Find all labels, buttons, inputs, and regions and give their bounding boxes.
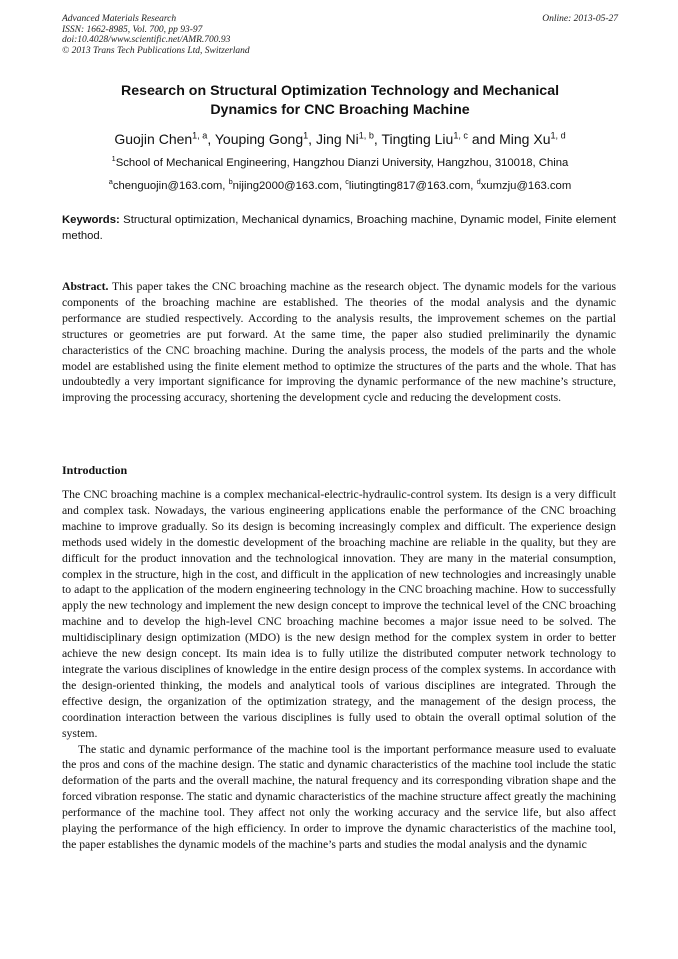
author-separator: ,	[308, 131, 316, 147]
author-name: Jing Ni	[315, 131, 359, 147]
author-name: Youping Gong	[214, 131, 304, 147]
introduction-body	[62, 487, 616, 853]
introduction-paragraph-1: The CNC broaching machine is a complex mechanical-electric-hydraulic-control system. Its design is a very difficult and complex task. Nowadays, the various engineering applications enable the performance of the CNC broaching machine to improve gradually. So its design is becoming increasingly complex and difficult. The experience design methods used widely in the domestic development of the broaching machine are reliable in the quality, but they are difficult for the product innovation and the technological innovation. They are many in the material consumption, complex in the structure, high in the cost, and difficult in the application of new technologies and increasingly unable to adapt to the application of the modern engineering technology in the CNC broaching machine. How to successfully apply the new technology and implement the new design concept to improve the technical level of the CNC broaching machine and to develop the high-level CNC broaching machine becomes a major issue need to be solved. The multidisciplinary design optimization (MDO) is the new design method for the complex system in order to better achieve the new design concept. Its main idea is to fully utilize the distributed computer network technology to integrate the various disciplines of knowledge in the entire design process of the complex systems. In accordance with the design-oriented thinking, the models and analytical tools of various disciplines are integrated. Through the effective design, the organization of the optimization strategy, and the management of the design process, the coordination interaction between the various disciplines is fully used to obtain the overall optimal solution of the system.	[62, 488, 616, 740]
author-sup: 1	[303, 130, 309, 141]
email-link[interactable]: nijing2000@163.com	[232, 180, 339, 192]
author-sup: 1, b	[358, 130, 374, 141]
abstract	[62, 279, 616, 406]
title-line-1: Research on Structural Optimization Technology and Mechanical	[120, 83, 560, 99]
email-link[interactable]: liutingting817@163.com	[348, 180, 471, 192]
author-sup: 1, a	[192, 130, 208, 141]
keywords-text: Structural optimization, Mechanical dynamics, Broaching machine, Dynamic model, Finite element method.	[62, 214, 616, 242]
author-separator: ,	[373, 131, 382, 147]
email-sup: d	[476, 177, 481, 187]
email-link[interactable]: chenguojin@163.com	[112, 180, 223, 192]
email-sup: a	[108, 177, 113, 187]
copyright-line: © 2013 Trans Tech Publications Ltd, Switzerland	[62, 45, 250, 56]
author-name: Guojin Chen	[114, 131, 193, 147]
author-separator: ,	[207, 131, 215, 147]
keywords-label: Keywords:	[62, 214, 120, 226]
paper-title	[62, 82, 618, 120]
author-name: Tingting Liu	[381, 131, 454, 147]
email-sup: c	[345, 177, 349, 187]
author-and: and	[467, 131, 500, 147]
title-line-2: Dynamics for CNC Broaching Machine	[210, 102, 470, 118]
affiliation-sup: 1	[111, 154, 116, 164]
section-heading-introduction: Introduction	[62, 463, 128, 477]
issn-line: ISSN: 1662-8985, Vol. 700, pp 93-97	[62, 24, 203, 35]
abstract-label: Abstract.	[62, 280, 109, 293]
doi-line: doi:10.4028/www.scientific.net/AMR.700.93	[62, 35, 231, 45]
email-sup: b	[228, 177, 233, 187]
email-list: $^a$chenguojin@163.com, $^b$nijing2000@163.com, $^c$liutingting817@163.com, $^d$xumzju@163.com	[108, 177, 572, 192]
author-name: Ming Xu	[499, 131, 551, 147]
introduction-paragraph-2: The static and dynamic performance of the machine tool is the important performance measure used to evaluate the pros and cons of the machine design. The static and dynamic characteristics of the machine tool include the static deformation of the parts and the overall machine, the natural frequency and its corresponding vibration shape and the forced vibration response. The static and dynamic characteristics of the machine structure affect greatly the machining performance of the machine tool. They affect not only the working accuracy and the service life, but also affect playing the performance of the high efficiency. In order to improve the dynamic characteristics of the machine tool, the paper establishes the dynamic models of the machine’s parts and studies the modal analysis and the dynamic	[62, 742, 616, 851]
author-sup: 1, c	[453, 130, 468, 141]
email-link[interactable]: xumzju@163.com	[480, 180, 572, 192]
abstract-text: This paper takes the CNC broaching machine as the research object. The dynamic models for the various components of the broaching machine are established. The theories of the modal analysis and the dynamic performance are studied respectively. According to the analysis results, the improvement schemes on the partial structures or geometries are put forward. At the same time, the paper also studied preliminarily the dynamic characteristics of the CNC broaching machine. During the analysis process, the models of the parts and the whole model are established using the finite element method to optimize the structures of the parts and the whole. That has undoubtedly a very important significance for improving the dynamic performance of the new machine’s structure, improving the processing accuracy, shortening the development cycle and reducing the development costs.	[62, 280, 616, 405]
author-list	[62, 130, 618, 148]
affiliation-text: School of Mechanical Engineering, Hangzhou Dianzi University, Hangzhou, 310018, China	[115, 157, 569, 169]
journal-name: Advanced Materials Research	[62, 14, 177, 24]
author-sup: 1, d	[550, 130, 566, 141]
running-header	[62, 14, 618, 56]
keywords	[62, 212, 616, 244]
affiliation	[62, 155, 618, 171]
online-date: Online: 2013-05-27	[542, 14, 618, 24]
